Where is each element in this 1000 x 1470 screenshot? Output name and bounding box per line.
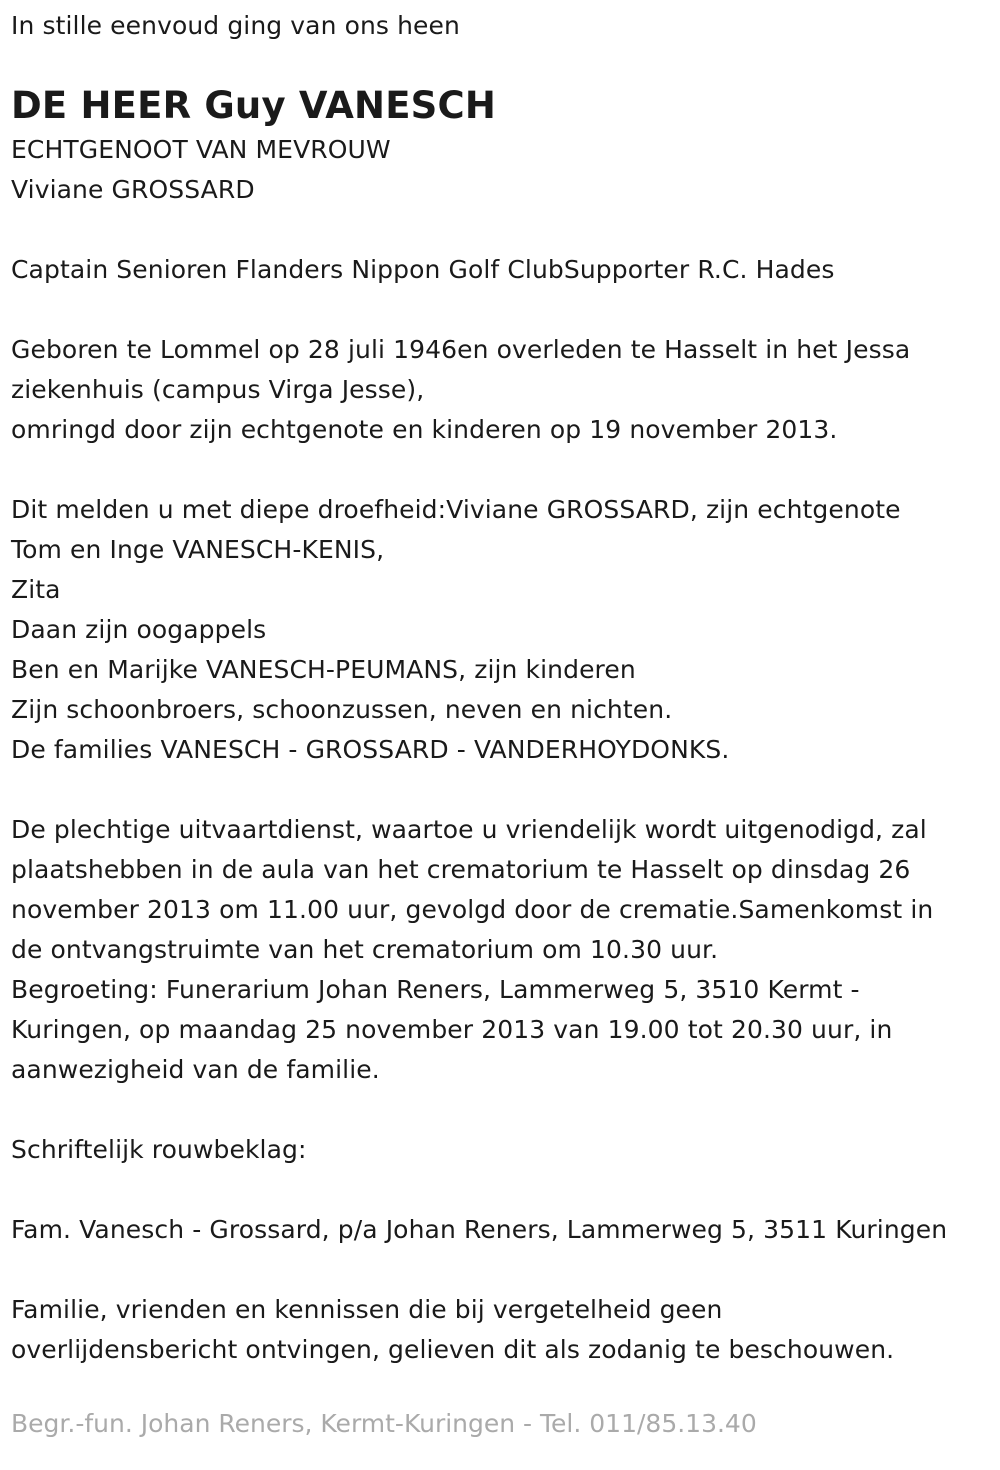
spouse-name: Viviane GROSSARD	[11, 175, 255, 204]
spacer	[11, 290, 996, 330]
paragraph-line: aanwezigheid van de familie.	[11, 1055, 380, 1084]
funeral-home-footer: Begr.-fun. Johan Reners, Kermt-Kuringen - Tel. 011/85.13.40	[11, 1409, 757, 1438]
condolence-address: Fam. Vanesch - Grossard, p/a Johan Reners, Lammerweg 5, 3511 Kuringen	[11, 1215, 948, 1244]
intro-text: In stille eenvoud ging van ons heen	[11, 11, 460, 40]
paragraph-line: De families VANESCH - GROSSARD - VANDERHOYDONKS.	[11, 735, 730, 764]
spacer	[11, 450, 996, 490]
family-paragraph	[11, 490, 996, 770]
paragraph-line: de ontvangstruimte van het crematorium om 10.30 uur.	[11, 935, 719, 964]
paragraph-line: november 2013 om 11.00 uur, gevolgd door de crematie.Samenkomst in	[11, 895, 934, 924]
ceremony-paragraph	[11, 810, 996, 1090]
paragraph-line: Daan zijn oogappels	[11, 615, 267, 644]
spacer	[11, 1170, 996, 1210]
roles-text: Captain Senioren Flanders Nippon Golf ClubSupporter R.C. Hades	[11, 255, 835, 284]
spacer	[11, 1090, 996, 1130]
obituary-notice	[11, 6, 996, 1444]
paragraph-line: Zita	[11, 575, 61, 604]
paragraph-line: Geboren te Lommel op 28 juli 1946en overleden te Hasselt in het Jessa	[11, 335, 911, 364]
paragraph-line: Tom en Inge VANESCH-KENIS,	[11, 535, 385, 564]
paragraph-line: omringd door zijn echtgenote en kinderen op 19 november 2013.	[11, 415, 838, 444]
paragraph-line: overlijdensbericht ontvingen, gelieven dit als zodanig te beschouwen.	[11, 1335, 895, 1364]
spouse-title: ECHTGENOOT VAN MEVROUW	[11, 135, 391, 164]
birth-death-paragraph	[11, 330, 996, 450]
paragraph-line: ziekenhuis (campus Virga Jesse),	[11, 375, 425, 404]
paragraph-line: Zijn schoonbroers, schoonzussen, neven en nichten.	[11, 695, 673, 724]
paragraph-line: Familie, vrienden en kennissen die bij vergetelheid geen	[11, 1295, 723, 1324]
paragraph-line: plaatshebben in de aula van het crematorium te Hasselt op dinsdag 26	[11, 855, 911, 884]
paragraph-line: Kuringen, op maandag 25 november 2013 van 19.00 tot 20.30 uur, in	[11, 1015, 893, 1044]
spacer	[11, 210, 996, 250]
spacer	[11, 770, 996, 810]
notice-paragraph	[11, 1290, 996, 1370]
paragraph-line: Ben en Marijke VANESCH-PEUMANS, zijn kinderen	[11, 655, 636, 684]
paragraph-line: De plechtige uitvaartdienst, waartoe u vriendelijk wordt uitgenodigd, zal	[11, 815, 927, 844]
condolence-label: Schriftelijk rouwbeklag:	[11, 1135, 307, 1164]
paragraph-line: Begroeting: Funerarium Johan Reners, Lammerweg 5, 3510 Kermt -	[11, 975, 860, 1004]
paragraph-line: Dit melden u met diepe droefheid:Viviane GROSSARD, zijn echtgenote	[11, 495, 901, 524]
spacer	[11, 1250, 996, 1290]
deceased-name: DE HEER Guy VANESCH	[11, 84, 497, 127]
